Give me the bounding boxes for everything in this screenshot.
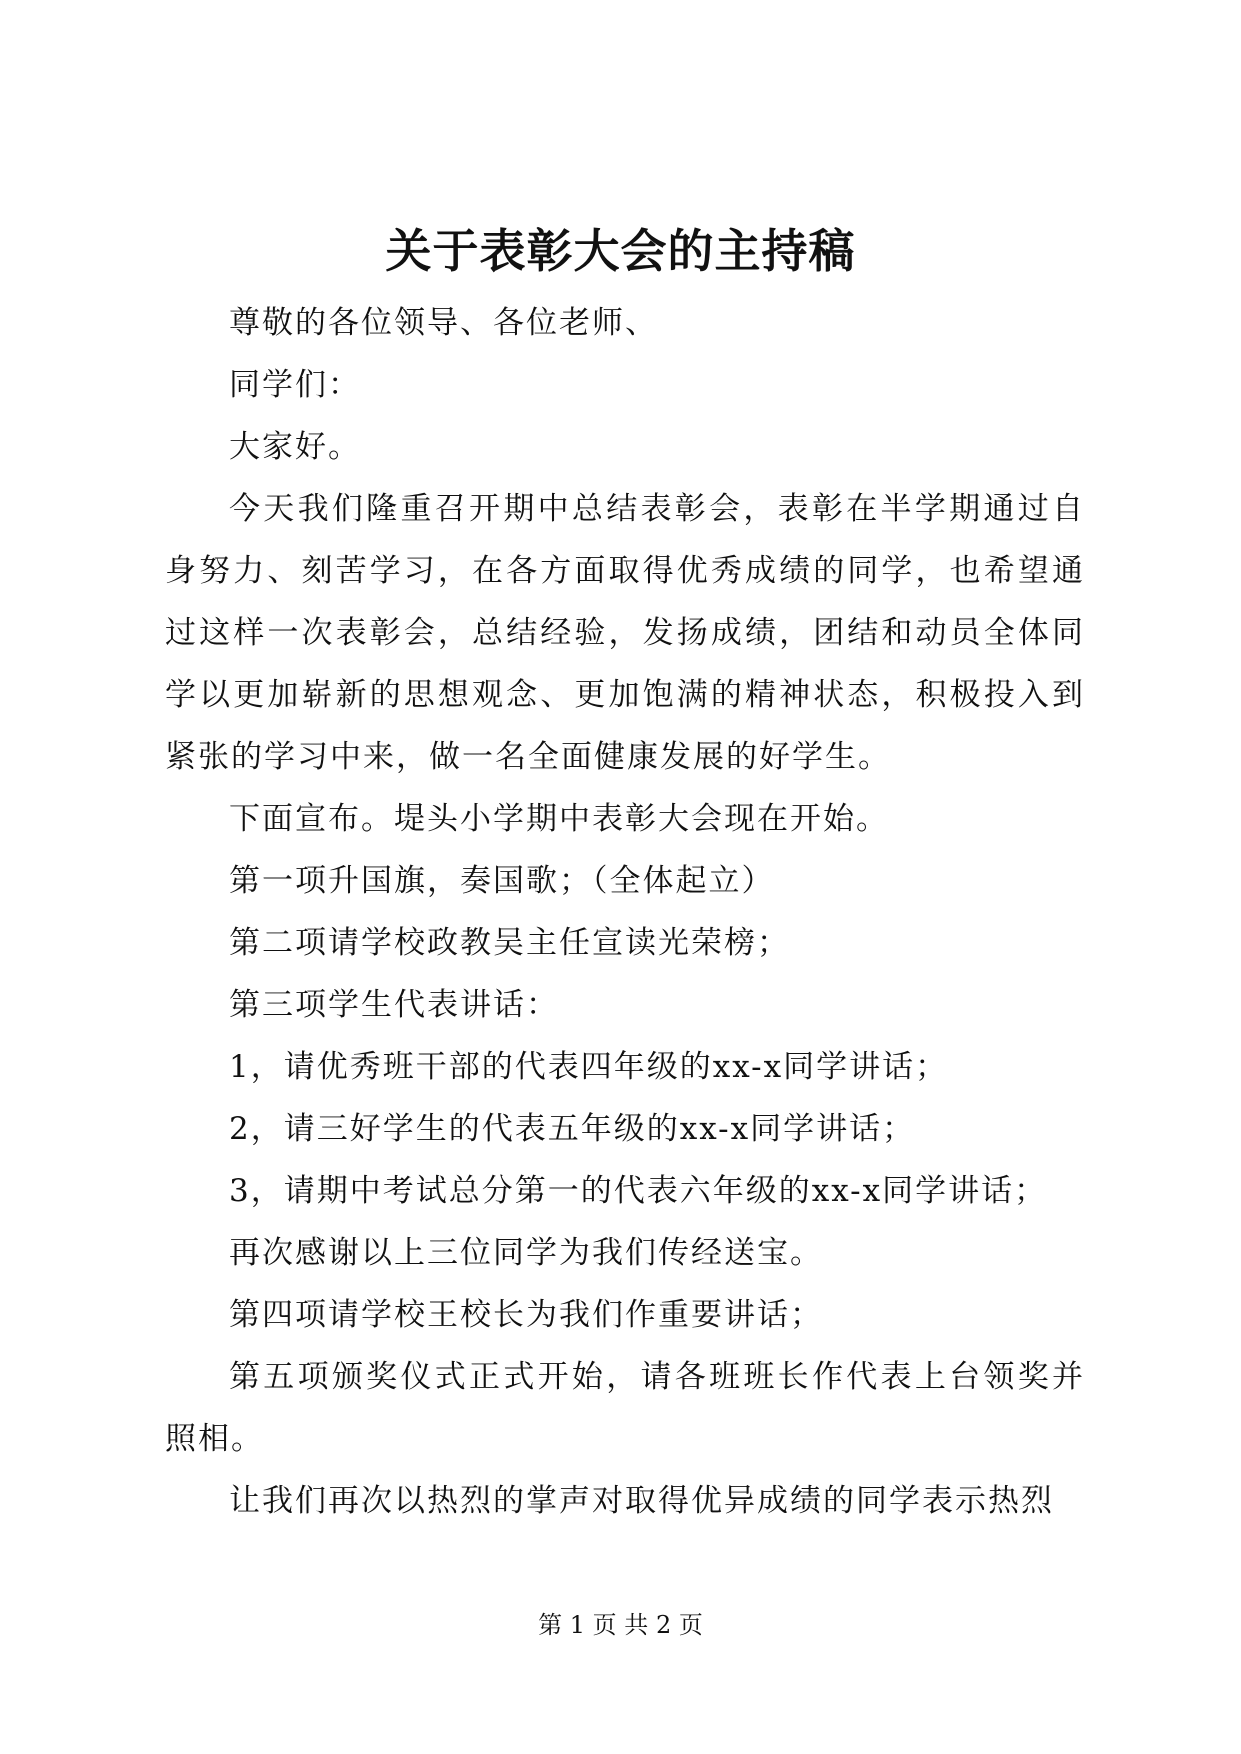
paragraph-item-4: 第四项请学校王校长为我们作重要讲话；: [229, 1297, 823, 1333]
paragraph-item-1: 第一项升国旗，奏国歌；（全体起立）: [229, 863, 775, 899]
paragraph-closing: 让我们再次以热烈的掌声对取得优异成绩的同学表示热烈: [229, 1483, 1054, 1519]
paragraph-speaker-1: 1，请优秀班干部的代表四年级的xx-x同学讲话；: [229, 1049, 949, 1085]
paragraph-item-2: 第二项请学校政教吴主任宣读光荣榜；: [229, 925, 790, 961]
paragraph-opening: 今天我们隆重召开期中总结表彰会，表彰在半学期通过自身努力、刻苦学习，在各方面取得优秀成绩的同学，也希望通过这样一次表彰会，总结经验，发扬成绩，团结和动员全体同学以更加崭新的思想观念、更加饱满的精神状态，积极投入到紧张的学习中来，做一名全面健康发展的好学生。: [165, 491, 1085, 775]
paragraph-greeting: 大家好。: [229, 429, 361, 465]
paragraph-announcement: 下面宣布。堤头小学期中表彰大会现在开始。: [229, 801, 889, 837]
paragraph-item-3: 第三项学生代表讲话：: [229, 987, 559, 1023]
document-body: [165, 292, 1085, 1532]
paragraph-item-5: 第五项颁奖仪式正式开始，请各班班长作代表上台领奖并照相。: [165, 1359, 1085, 1457]
paragraph-thanks: 再次感谢以上三位同学为我们传经送宝。: [229, 1235, 823, 1271]
paragraph-speaker-3: 3，请期中考试总分第一的代表六年级的xx-x同学讲话；: [229, 1173, 1048, 1209]
paragraph-salutation-2: 同学们：: [229, 367, 361, 403]
document-title: 关于表彰大会的主持稿: [385, 224, 856, 278]
paragraph-salutation-1: 尊敬的各位领导、各位老师、: [229, 305, 658, 341]
page-number: 第 1 页 共 2 页: [538, 1611, 703, 1639]
paragraph-speaker-2: 2，请三好学生的代表五年级的xx-x同学讲话；: [229, 1111, 916, 1147]
